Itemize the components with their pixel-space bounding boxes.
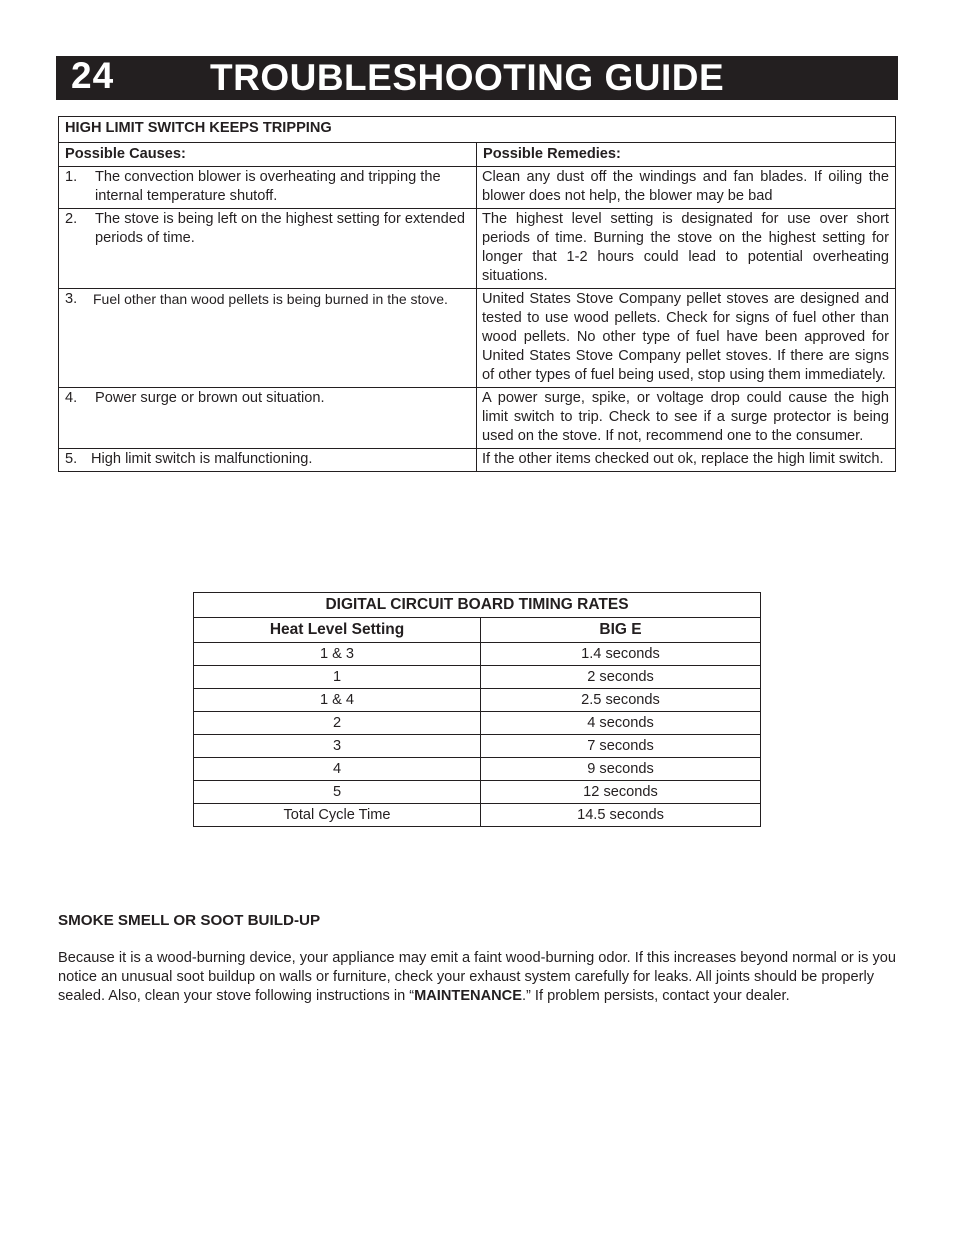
table-row: [59, 167, 896, 209]
cause-text: The stove is being left on the highest setting for extended periods of time.: [95, 211, 465, 246]
timing-cell: 14.5 seconds: [481, 804, 761, 827]
smoke-section-heading: SMOKE SMELL OR SOOT BUILD-UP: [58, 912, 321, 929]
table-row: [194, 666, 761, 689]
remedy-cell: A power surge, spike, or voltage drop could cause the high limit switch to trip. Check to see if a surge protector is being used on the stove. If not, recommend one to the consumer.: [477, 388, 896, 449]
cause-cell: [59, 388, 477, 449]
heat-level-cell: 1 & 3: [194, 643, 481, 666]
cause-number: 3.: [65, 291, 78, 307]
heat-level-header: Heat Level Setting: [194, 618, 481, 643]
table-row: [59, 209, 896, 289]
heat-level-cell: Total Cycle Time: [194, 804, 481, 827]
cause-number: 5.: [65, 451, 78, 467]
section-title: HIGH LIMIT SWITCH KEEPS TRIPPING: [59, 117, 896, 143]
heat-level-cell: 4: [194, 758, 481, 781]
maintenance-reference: MAINTENANCE: [414, 988, 522, 1004]
cause-text: Power surge or brown out situation.: [95, 390, 325, 406]
big-e-header: BIG E: [481, 618, 761, 643]
table-row: [194, 781, 761, 804]
table-row: [59, 449, 896, 472]
timing-cell: 12 seconds: [481, 781, 761, 804]
timing-cell: 1.4 seconds: [481, 643, 761, 666]
troubleshooting-table: [58, 116, 896, 472]
smoke-section-body: [58, 949, 900, 1006]
cause-number: 1.: [65, 169, 78, 185]
causes-header: Possible Causes:: [59, 143, 477, 167]
cause-text: High limit switch is malfunctioning.: [91, 451, 313, 467]
table-row: [194, 643, 761, 666]
timing-cell: 2 seconds: [481, 666, 761, 689]
timing-cell: 7 seconds: [481, 735, 761, 758]
cause-cell: [59, 289, 477, 388]
remedy-cell: United States Stove Company pellet stoves are designed and tested to use wood pellets. Check for signs of fuel other than wood pellets. No other type of fuel have been approved for United States Stove Company pellet stoves. If there are signs of other types of fuel being used, stop using them immediately.: [477, 289, 896, 388]
table-row: [194, 735, 761, 758]
remedy-cell: Clean any dust off the windings and fan blades. If oiling the blower does not help, the blower may be bad: [477, 167, 896, 209]
table-row: [59, 289, 896, 388]
heat-level-cell: 2: [194, 712, 481, 735]
table-row: [194, 689, 761, 712]
remedy-cell: The highest level setting is designated for use over short periods of time. Burning the stove on the highest setting for longer that 1-2 hours could lead to potential overheating situations.: [477, 209, 896, 289]
page-title: TROUBLESHOOTING GUIDE: [210, 57, 725, 98]
cause-cell: [59, 167, 477, 209]
remedies-header: Possible Remedies:: [477, 143, 896, 167]
table-row: [194, 758, 761, 781]
page-number: 24: [71, 55, 115, 96]
cause-text: The convection blower is overheating and tripping the internal temperature shutoff.: [95, 169, 441, 204]
table-row: [194, 804, 761, 827]
cause-number: 2.: [65, 211, 78, 227]
heat-level-cell: 1: [194, 666, 481, 689]
cause-number: 4.: [65, 390, 78, 406]
cause-cell: [59, 209, 477, 289]
heat-level-cell: 1 & 4: [194, 689, 481, 712]
smoke-body-text-end: .” If problem persists, contact your dealer.: [521, 988, 790, 1004]
table-row: [59, 388, 896, 449]
heat-level-cell: 3: [194, 735, 481, 758]
timing-cell: 9 seconds: [481, 758, 761, 781]
page-header-bar: [56, 56, 898, 100]
cause-cell: [59, 449, 477, 472]
smoke-body-text-start: Because it is a wood-burning device, your appliance may emit a faint wood-burning odor. If this increases beyond normal or is you notice an unusual soot buildup on walls or furniture, check your exhaust system carefully for leaks. All joints should be properly sealed. Also, clean your stove following instructions in “: [58, 950, 896, 1004]
timing-cell: 2.5 seconds: [481, 689, 761, 712]
timing-cell: 4 seconds: [481, 712, 761, 735]
timing-rates-table: [193, 592, 761, 827]
remedy-cell: If the other items checked out ok, replace the high limit switch.: [477, 449, 896, 472]
cause-text: Fuel other than wood pellets is being burned in the stove.: [93, 291, 448, 307]
table-row: [194, 712, 761, 735]
timing-table-title: DIGITAL CIRCUIT BOARD TIMING RATES: [194, 593, 761, 618]
heat-level-cell: 5: [194, 781, 481, 804]
